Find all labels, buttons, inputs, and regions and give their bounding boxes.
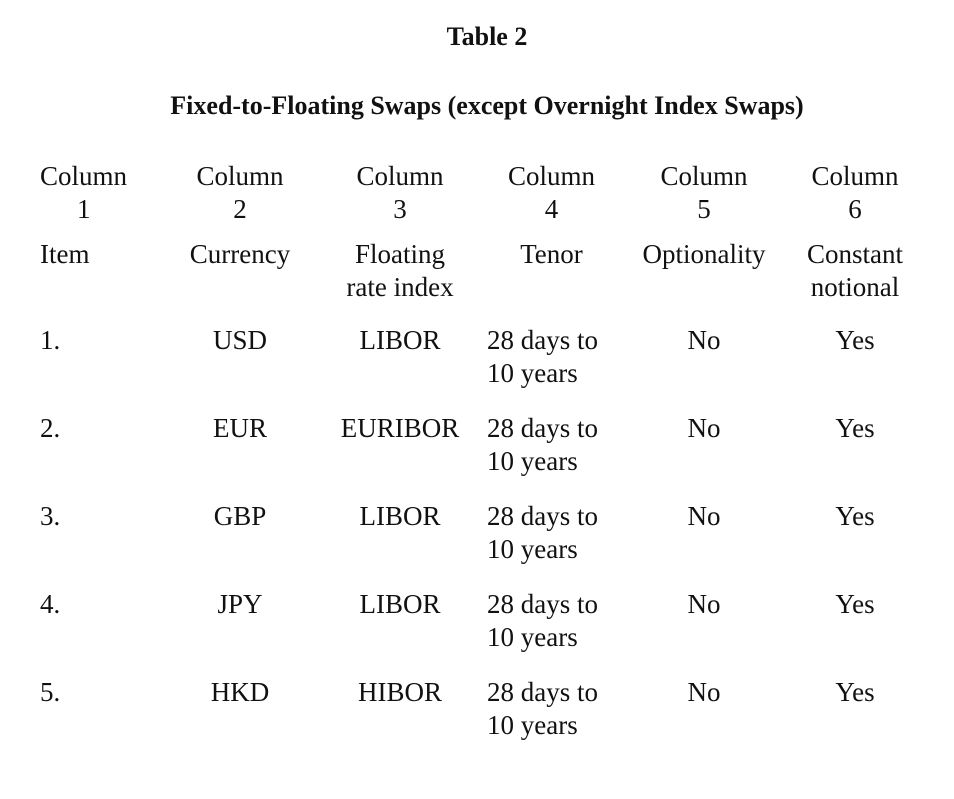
header-floating-rate-index: Floating rate index <box>346 239 454 302</box>
optionality-cell: No <box>687 413 721 443</box>
index-cell: HIBOR <box>357 677 442 707</box>
optionality-cell: No <box>687 501 721 531</box>
optionality-cell: No <box>687 677 721 707</box>
index-cell: EURIBOR <box>340 413 460 443</box>
currency-cell: JPY <box>217 589 263 619</box>
header-tenor: Tenor <box>520 239 583 269</box>
constant-notional-cell: Yes <box>835 677 875 707</box>
header-currency: Currency <box>189 239 291 269</box>
column-label: Column <box>196 161 284 191</box>
table-row <box>30 324 930 412</box>
optionality-cell: No <box>687 589 721 619</box>
table-row <box>30 676 930 742</box>
column-number: 1 <box>77 194 91 224</box>
column-number: 6 <box>848 194 862 224</box>
header-optionality: Optionality <box>642 239 766 269</box>
table-title: Table 2 <box>446 22 528 51</box>
tenor-cell: 28 days to 10 years <box>487 501 598 564</box>
constant-notional-cell: Yes <box>835 589 875 619</box>
constant-notional-cell: Yes <box>835 413 875 443</box>
column-number: 4 <box>544 194 559 224</box>
index-cell: LIBOR <box>359 501 441 531</box>
currency-cell: EUR <box>213 413 267 443</box>
column-label: Column <box>660 161 748 191</box>
item-cell: 3. <box>40 501 61 531</box>
column-number: 2 <box>233 194 247 224</box>
constant-notional-cell: Yes <box>835 325 875 355</box>
optionality-cell: No <box>687 325 721 355</box>
column-number-row <box>30 160 930 226</box>
column-label: Column <box>356 161 444 191</box>
swaps-table <box>30 160 930 742</box>
header-row <box>30 238 930 304</box>
constant-notional-cell: Yes <box>835 501 875 531</box>
item-cell: 2. <box>40 413 61 443</box>
column-label: Column <box>40 161 128 191</box>
currency-cell: HKD <box>210 677 270 707</box>
index-cell: LIBOR <box>359 325 441 355</box>
item-cell: 4. <box>40 589 61 619</box>
table-row <box>30 500 930 588</box>
column-number-cell-4 <box>475 160 628 226</box>
table-subtitle: Fixed-to-Floating Swaps (except Overnight Index Swaps) <box>170 91 804 120</box>
currency-cell: USD <box>212 325 267 355</box>
column-number: 3 <box>393 194 407 224</box>
column-label: Column <box>811 161 899 191</box>
table-row <box>30 588 930 676</box>
column-number: 5 <box>697 194 711 224</box>
column-number-cell-6 <box>780 160 930 226</box>
column-number-cell-1 <box>30 160 155 226</box>
header-item: Item <box>40 239 90 269</box>
tenor-cell: 28 days to 10 years <box>487 325 598 388</box>
table-row <box>30 412 930 500</box>
column-label: Column <box>507 161 595 191</box>
column-number-cell-5 <box>628 160 780 226</box>
header-constant-notional: Constant notional <box>806 239 903 302</box>
tenor-cell: 28 days to 10 years <box>487 413 598 476</box>
tenor-cell: 28 days to 10 years <box>487 589 598 652</box>
item-cell: 5. <box>40 677 61 707</box>
item-cell: 1. <box>40 325 61 355</box>
index-cell: LIBOR <box>359 589 441 619</box>
column-number-cell-3 <box>325 160 475 226</box>
column-number-cell-2 <box>155 160 325 226</box>
tenor-cell: 28 days to 10 years <box>487 677 598 740</box>
currency-cell: GBP <box>213 501 267 531</box>
